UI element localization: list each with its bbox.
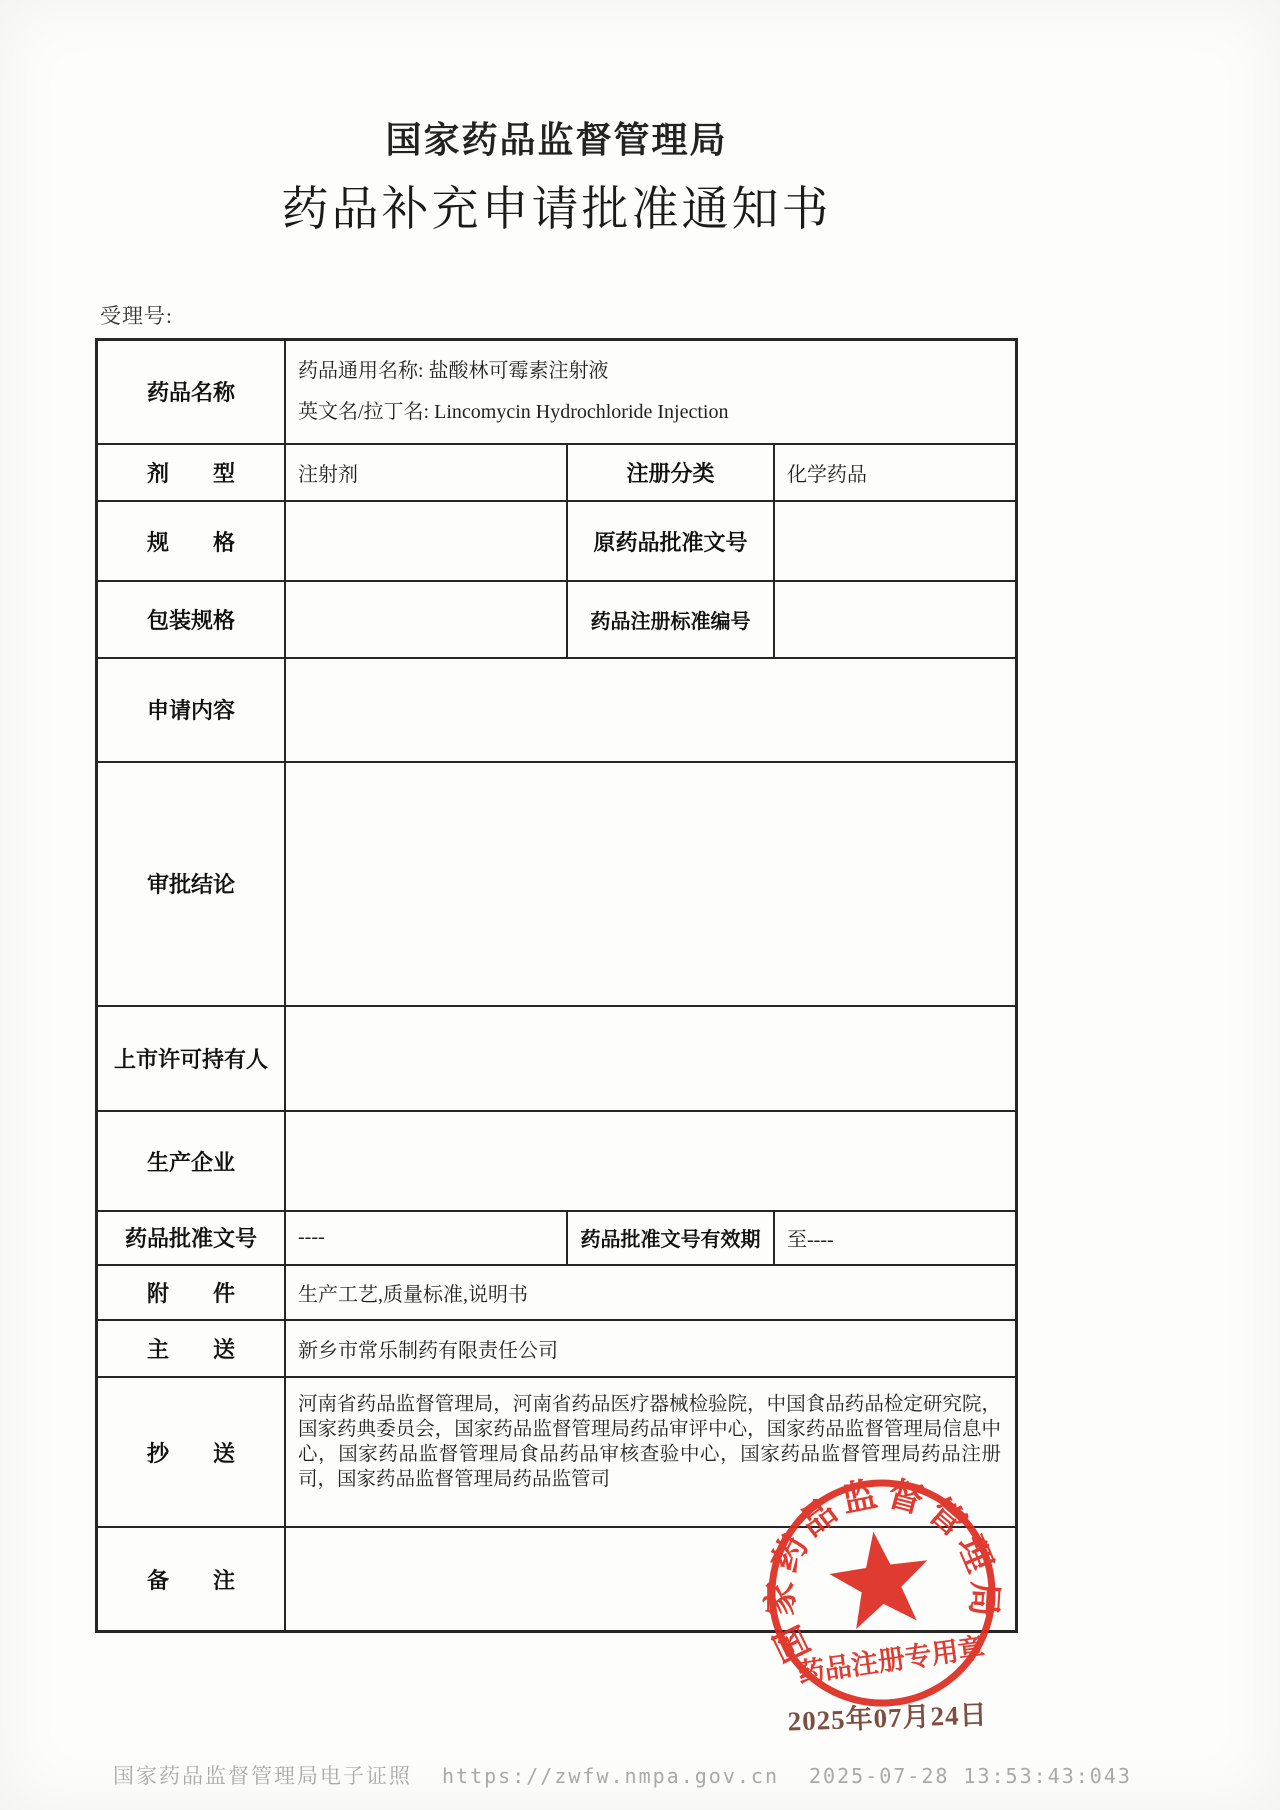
row-main-recipient [98, 1321, 1015, 1378]
approval-form-table [95, 338, 1018, 1633]
row-application-content [98, 659, 1015, 764]
main-recipient-value: 新乡市常乐制药有限责任公司 [298, 1340, 558, 1363]
application-content-value [286, 659, 1015, 762]
approval-no-validity-label: 药品批准文号有效期 [568, 1212, 775, 1264]
row-approval-number [98, 1212, 1015, 1266]
registration-standard-no-label: 药品注册标准编号 [568, 582, 775, 657]
footer-timestamp: 2025-07-28 13:53:43:043 [808, 1764, 1132, 1788]
dosage-form-label: 剂 型 [98, 445, 286, 501]
approval-conclusion-label: 审批结论 [98, 763, 286, 1005]
approval-no-value: ---- [286, 1212, 568, 1264]
registration-standard-no-value [775, 582, 1015, 657]
original-approval-no-label: 原药品批准文号 [568, 502, 775, 580]
drug-name-value [286, 341, 1015, 443]
org-name: 国家药品监督管理局 [385, 120, 728, 160]
approval-no-validity-value: 至---- [787, 1229, 834, 1252]
seal-date: 2025年07月24日 [787, 1699, 989, 1737]
seal-arc-text: 国家药品监督管理局 [761, 1473, 1005, 1668]
drug-name-label: 药品名称 [98, 341, 286, 443]
footer-url: https://zwfw.nmpa.gov.cn [442, 1764, 779, 1788]
row-spec [98, 502, 1015, 582]
row-package-spec [98, 582, 1015, 659]
attachments-value: 生产工艺,质量标准,说明书 [298, 1284, 528, 1307]
original-approval-no-value [775, 502, 1015, 580]
spec-value [286, 502, 568, 580]
row-approval-conclusion [98, 763, 1015, 1007]
package-spec-value [286, 582, 568, 657]
main-recipient-label: 主 送 [98, 1321, 286, 1376]
cc-label: 抄 送 [98, 1378, 286, 1526]
row-dosage-form [98, 445, 1015, 503]
approval-conclusion-value [286, 763, 1015, 1005]
seal-bottom-text: 药品注册专用章 [795, 1632, 988, 1689]
row-drug-name [98, 341, 1015, 445]
application-content-label: 申请内容 [98, 659, 286, 762]
license-holder-label: 上市许可持有人 [98, 1007, 286, 1111]
drug-english-name: 英文名/拉丁名: Lincomycin Hydrochloride Injection [298, 400, 729, 423]
registration-class-value: 化学药品 [787, 463, 867, 486]
row-attachments [98, 1266, 1015, 1322]
license-holder-value [286, 1007, 1015, 1111]
package-spec-label: 包装规格 [98, 582, 286, 657]
manufacturer-value [286, 1112, 1015, 1210]
row-manufacturer [98, 1112, 1015, 1212]
seal-star-icon [824, 1525, 935, 1632]
cc-value: 河南省药品监督管理局，河南省药品医疗器械检验院，中国食品药品检定研究院，国家药典委员会，国家药品监督管理局药品审评中心，国家药品监督管理局信息中心，国家药品监督管理局食品药品审核查验中心，国家药品监督管理局药品注册司，国家药品监督管理局药品监管司 [298, 1394, 1001, 1491]
row-license-holder [98, 1007, 1015, 1113]
drug-generic-name: 药品通用名称: 盐酸林可霉素注射液 [298, 359, 609, 382]
attachments-label: 附 件 [98, 1266, 286, 1320]
manufacturer-label: 生产企业 [98, 1112, 286, 1210]
remarks-label: 备 注 [98, 1528, 286, 1630]
dosage-form-value: 注射剂 [286, 445, 568, 501]
approval-no-label: 药品批准文号 [98, 1212, 286, 1264]
document-title: 药品补充申请批准通知书 [281, 184, 832, 236]
acceptance-number-label: 受理号: [100, 304, 173, 328]
footer [113, 1760, 1132, 1790]
registration-class-label: 注册分类 [568, 445, 775, 501]
spec-label: 规 格 [98, 502, 286, 580]
footer-certificate-label: 国家药品监督管理局电子证照 [113, 1764, 412, 1788]
